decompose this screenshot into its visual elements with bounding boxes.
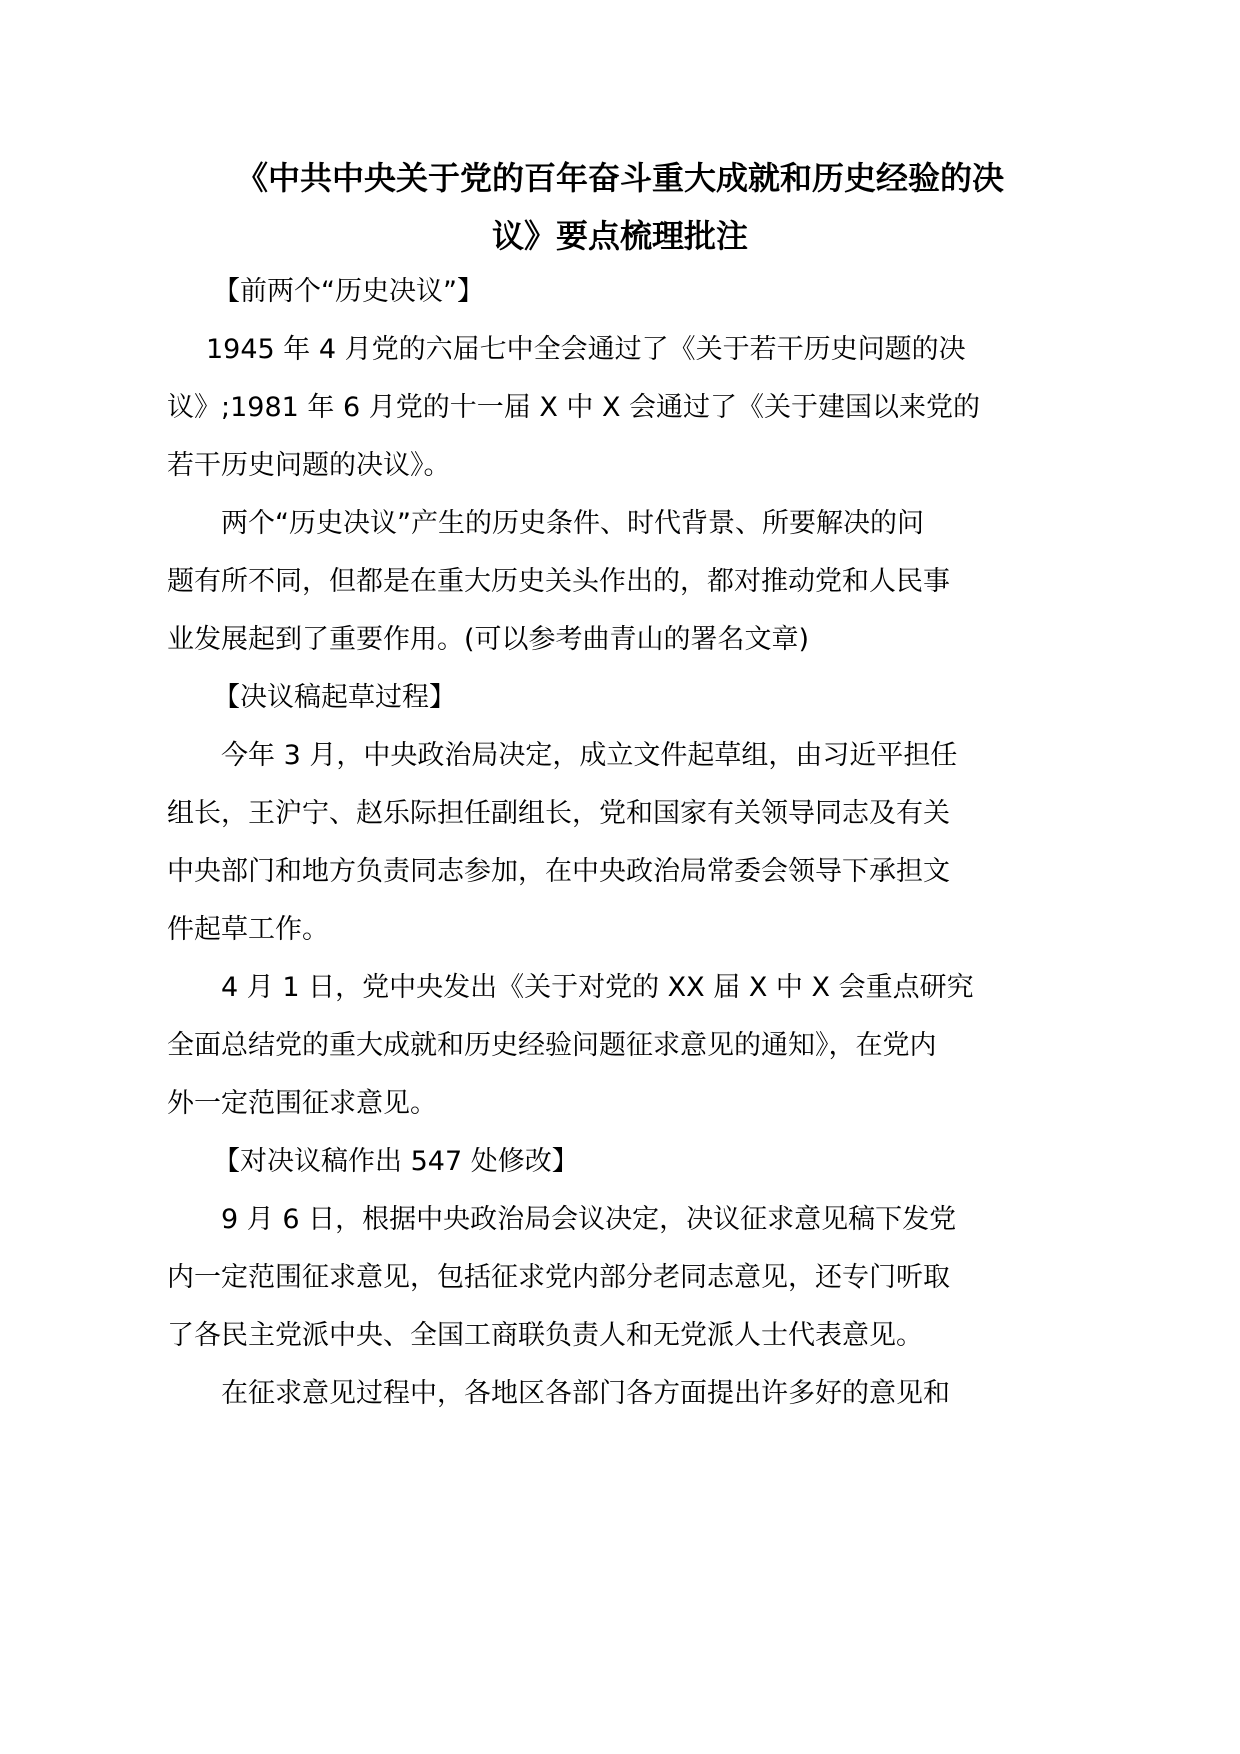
section-heading: 【决议稿起草过程】 <box>213 682 456 713</box>
paragraph-line: 两个“历史决议”产生的历史条件、时代背景、所要解决的问 <box>221 508 924 539</box>
paragraph-line: 在征求意见过程中，各地区各部门各方面提出许多好的意见和 <box>221 1378 950 1409</box>
paragraph-line: 内一定范围征求意见，包括征求党内部分老同志意见，还专门听取 <box>167 1262 950 1293</box>
paragraph-line: 题有所不同，但都是在重大历史关头作出的，都对推动党和人民事 <box>167 566 950 597</box>
paragraph-line: 外一定范围征求意见。 <box>167 1088 437 1119</box>
paragraph-line: 件起草工作。 <box>167 914 329 945</box>
paragraph-line: 今年 3 月，中央政治局决定，成立文件起草组，由习近平担任 <box>221 740 958 771</box>
paragraph-line: 组长，王沪宁、赵乐际担任副组长，党和国家有关领导同志及有关 <box>167 798 950 829</box>
paragraph-line: 4 月 1 日，党中央发出《关于对党的 XX 届 X 中 X 会重点研究 <box>221 972 974 1003</box>
paragraph-line: 议》;1981 年 6 月党的十一届 X 中 X 会通过了《关于建国以来党的 <box>167 392 981 423</box>
paragraph-line: 若干历史问题的决议》。 <box>167 450 451 481</box>
paragraph-line: 9 月 6 日，根据中央政治局会议决定，决议征求意见稿下发党 <box>221 1204 957 1235</box>
paragraph-line: 了各民主党派中央、全国工商联负责人和无党派人士代表意见。 <box>167 1320 923 1351</box>
section-heading: 【前两个“历史决议”】 <box>213 276 484 307</box>
paragraph-line: 1945 年 4 月党的六届七中全会通过了《关于若干历史问题的决 <box>206 334 966 365</box>
document-title-line-2: 议》要点梳理批注 <box>491 217 748 255</box>
paragraph-line: 业发展起到了重要作用。(可以参考曲青山的署名文章) <box>167 624 810 655</box>
document-title-line-1: 《中共中央关于党的百年奋斗重大成就和历史经验的决 <box>235 159 1004 197</box>
paragraph-line: 全面总结党的重大成就和历史经验问题征求意见的通知》，在党内 <box>167 1030 937 1061</box>
section-heading: 【对决议稿作出 547 处修改】 <box>213 1146 579 1177</box>
paragraph-line: 中央部门和地方负责同志参加，在中央政治局常委会领导下承担文 <box>167 856 950 887</box>
